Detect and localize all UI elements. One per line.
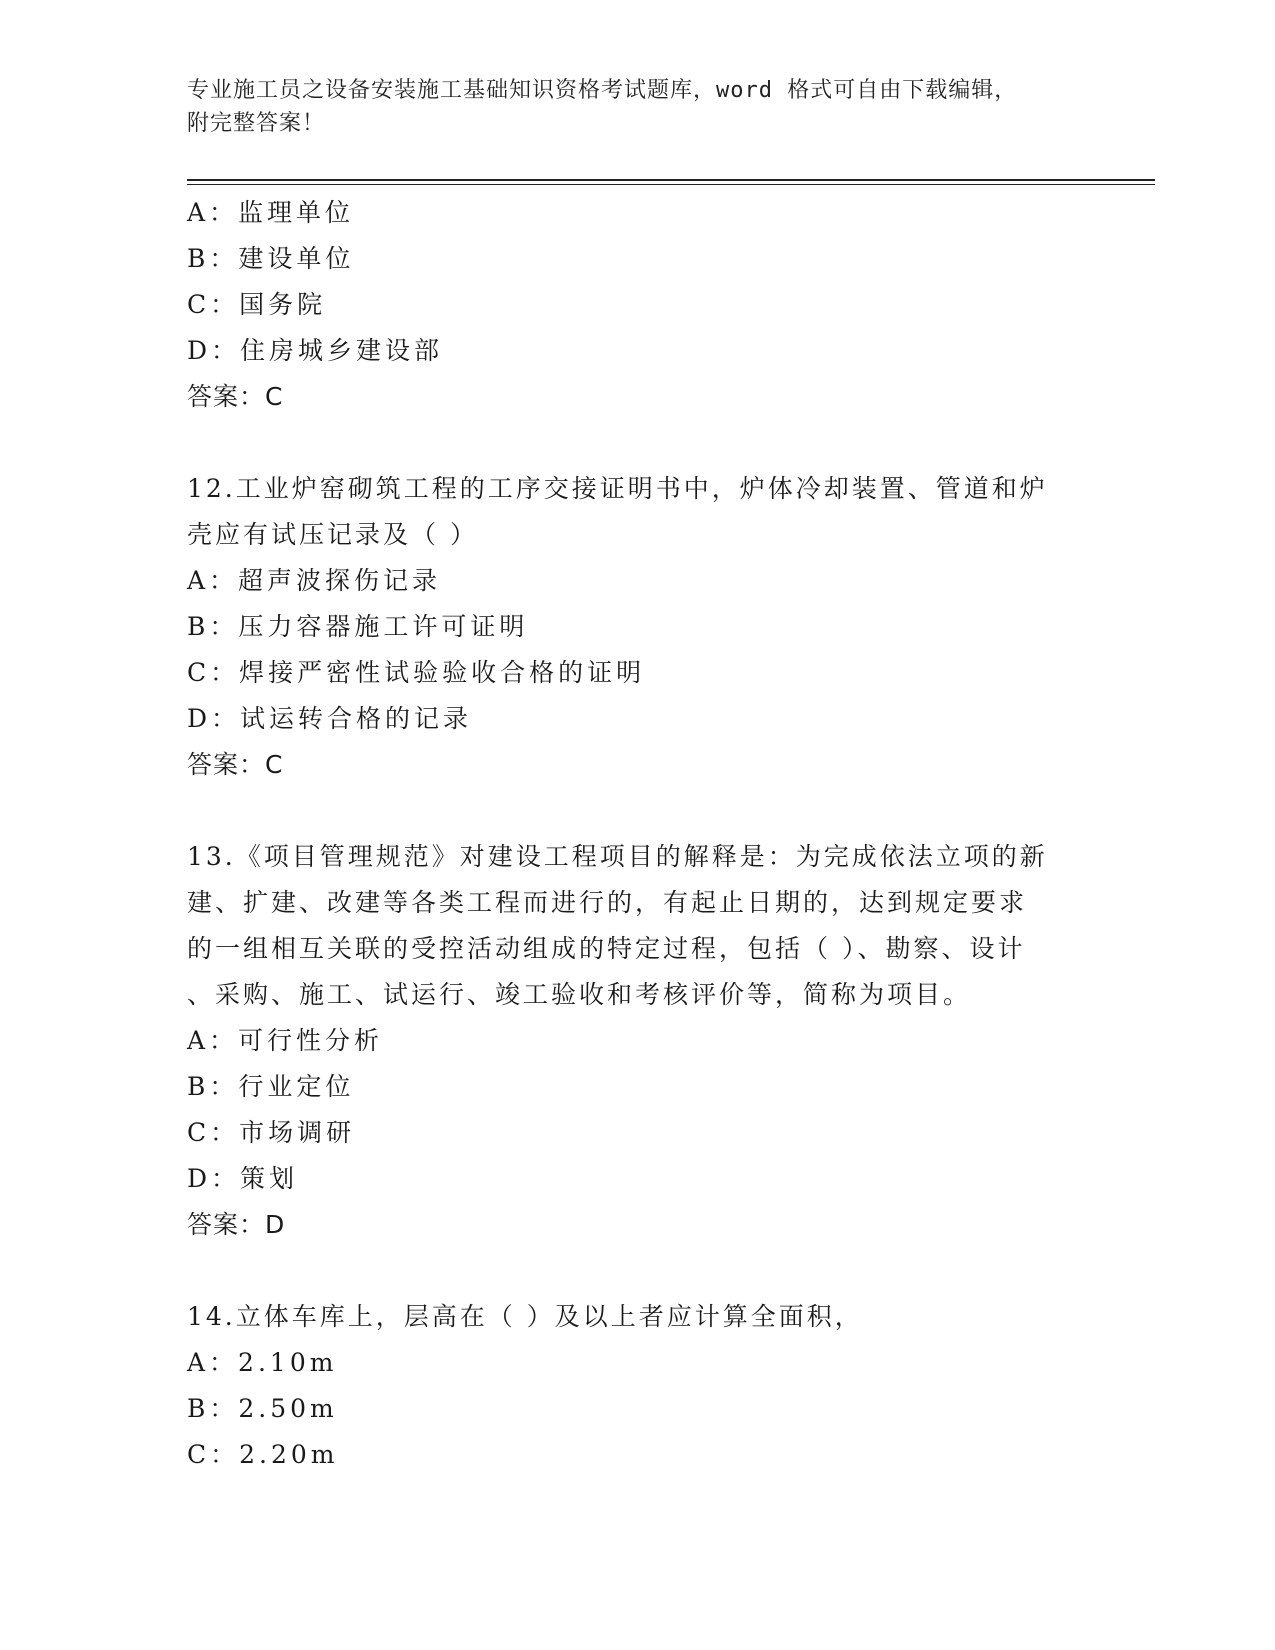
spacer [187,1248,1087,1294]
option-b: B：建设单位 [187,244,355,273]
option-c: C：2.20m [187,1440,339,1469]
option-c: C：市场调研 [187,1118,356,1147]
option-d: D：策划 [187,1164,299,1193]
option-a: A：可行性分析 [187,1026,384,1055]
header-divider-thin [187,184,1155,185]
option-d: D：试运转合格的记录 [187,704,473,733]
answer-line: 答案：C [187,750,284,779]
answer-line: 答案：C [187,382,284,411]
header-divider-thick [187,179,1155,181]
option-c: C：国务院 [187,290,327,319]
question-stem-line: 、采购、施工、试运行、竣工验收和考核评价等，简称为项目。 [187,980,972,1009]
answer-line: 答案：D [187,1210,286,1239]
option-c: C：焊接严密性试验验收合格的证明 [187,658,646,687]
option-b: B：行业定位 [187,1072,355,1101]
question-stem-line: 壳应有试压记录及（ ） [187,520,478,549]
question-block-14 [187,1294,1087,1478]
question-stem-line: 12.工业炉窑砌筑工程的工序交接证明书中，炉体冷却装置、管道和炉 [187,474,1048,503]
option-a: A：监理单位 [187,198,355,227]
option-a: A：超声波探伤记录 [187,566,442,595]
document-header [187,74,1087,140]
question-stem-line: 建、扩建、改建等各类工程而进行的，有起止日期的，达到规定要求 [187,888,1028,917]
option-a: A：2.10m [187,1348,338,1377]
question-block-13 [187,834,1087,1248]
question-stem-line: 13.《项目管理规范》对建设工程项目的解释是：为完成依法立项的新 [187,842,1048,871]
question-content [187,190,1087,1478]
question-stem-line: 14.立体车库上，层高在（ ）及以上者应计算全面积， [187,1302,863,1331]
question-block-11 [187,190,1087,420]
option-b: B：压力容器施工许可证明 [187,612,529,641]
spacer [187,788,1087,834]
question-block-12 [187,466,1087,788]
header-line-1: 专业施工员之设备安装施工基础知识资格考试题库，word 格式可自由下载编辑， [187,78,1018,103]
option-d: D：住房城乡建设部 [187,336,444,365]
question-stem-line: 的一组相互关联的受控活动组成的特定过程，包括（ ）、勘察、设计 [187,934,1026,963]
header-line-2: 附完整答案！ [187,111,326,136]
spacer [187,420,1087,466]
option-b: B：2.50m [187,1394,338,1423]
